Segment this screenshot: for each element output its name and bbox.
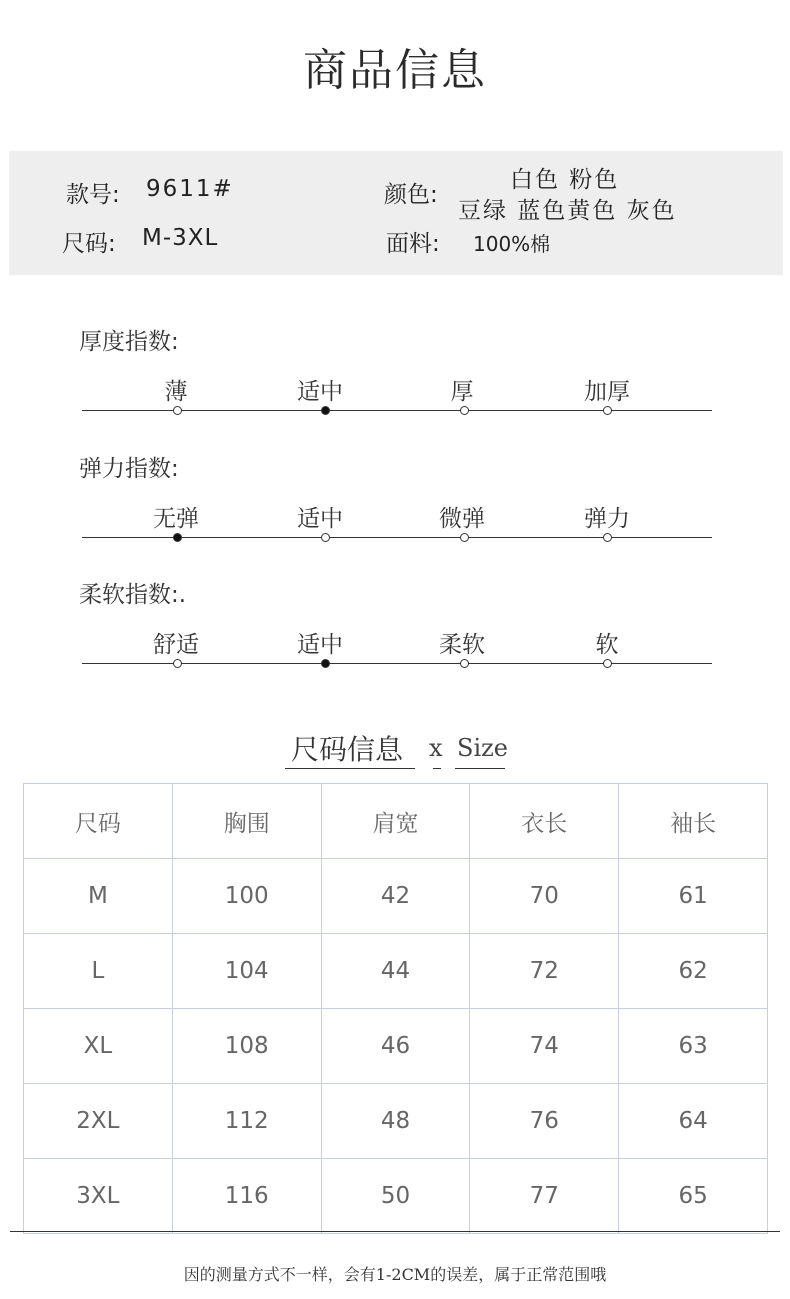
color-options-line1: 白色 粉色	[510, 167, 620, 193]
x-underline	[433, 768, 441, 769]
elasticity-option-label: 弹力	[584, 506, 630, 532]
table-cell: 104	[172, 934, 321, 1009]
table-row	[24, 859, 768, 934]
table-cell: 63	[619, 1009, 768, 1084]
table-cell: 76	[470, 1084, 619, 1159]
table-row	[24, 934, 768, 1009]
color-label: 颜色:	[384, 182, 438, 208]
softness-selected-dot	[321, 659, 330, 668]
table-cell: 46	[321, 1009, 470, 1084]
table-row	[24, 1159, 768, 1234]
size-range-label: 尺码:	[62, 231, 116, 257]
table-cell: 100	[172, 859, 321, 934]
elasticity-selected-dot	[173, 533, 182, 542]
thickness-option-label: 适中	[297, 379, 343, 405]
elasticity-dot	[460, 533, 469, 542]
table-cell: 61	[619, 859, 768, 934]
softness-option-label: 适中	[297, 632, 343, 658]
table-cell: 42	[321, 859, 470, 934]
header-length: 衣长	[470, 784, 619, 859]
table-cell: 70	[470, 859, 619, 934]
table-cell: 72	[470, 934, 619, 1009]
header-chest: 胸围	[172, 784, 321, 859]
thickness-option-label: 薄	[164, 379, 188, 405]
table-cell: L	[24, 934, 173, 1009]
measurement-note: 因的测量方式不一样，会有1-2CM的误差，属于正常范围哦	[183, 1265, 607, 1284]
table-row	[24, 1009, 768, 1084]
fabric-label: 面料:	[386, 231, 440, 257]
header-shoulder: 肩宽	[321, 784, 470, 859]
table-cell: M	[24, 859, 173, 934]
title-underline	[285, 768, 415, 769]
table-cell: 62	[619, 934, 768, 1009]
thickness-index-label: 厚度指数:	[79, 329, 179, 355]
table-cell: 3XL	[24, 1159, 173, 1234]
elasticity-option-label: 适中	[297, 506, 343, 532]
table-cell: 77	[470, 1159, 619, 1234]
table-cell: XL	[24, 1009, 173, 1084]
table-cell: 65	[619, 1159, 768, 1234]
elasticity-index-label: 弹力指数:	[79, 456, 179, 482]
table-cell: 48	[321, 1084, 470, 1159]
size-table	[23, 783, 768, 1234]
softness-option-label: 柔软	[439, 632, 485, 658]
thickness-dot	[603, 406, 612, 415]
size-table-header-row	[24, 784, 768, 859]
size-underline	[455, 768, 505, 769]
size-range-value: M-3XL	[142, 225, 219, 251]
elasticity-dot	[603, 533, 612, 542]
softness-dot	[603, 659, 612, 668]
color-options-line2: 豆绿 蓝色黄色 灰色	[458, 198, 677, 224]
table-cell: 116	[172, 1159, 321, 1234]
elasticity-option-label: 微弹	[439, 506, 485, 532]
table-cell: 50	[321, 1159, 470, 1234]
softness-option-label: 舒适	[153, 632, 199, 658]
table-cell: 44	[321, 934, 470, 1009]
elasticity-dot	[321, 533, 330, 542]
table-cell: 112	[172, 1084, 321, 1159]
table-row	[24, 1084, 768, 1159]
elasticity-option-label: 无弹	[153, 506, 199, 532]
thickness-selected-dot	[321, 406, 330, 415]
style-number-label: 款号:	[66, 182, 120, 208]
bottom-divider	[10, 1231, 780, 1232]
thickness-option-label: 加厚	[584, 379, 630, 405]
softness-dot	[460, 659, 469, 668]
header-sleeve: 袖长	[619, 784, 768, 859]
thickness-dot	[173, 406, 182, 415]
table-cell: 2XL	[24, 1084, 173, 1159]
softness-dot	[173, 659, 182, 668]
size-info-title: 尺码信息	[291, 733, 404, 766]
page-title: 商品信息	[303, 45, 487, 96]
thickness-dot	[460, 406, 469, 415]
size-info-size: Size	[457, 734, 508, 762]
thickness-option-label: 厚	[450, 379, 474, 405]
table-cell: 64	[619, 1084, 768, 1159]
fabric-value: 100%棉	[473, 232, 551, 256]
softness-option-label: 软	[595, 632, 619, 658]
table-cell: 108	[172, 1009, 321, 1084]
table-cell: 74	[470, 1009, 619, 1084]
size-info-x: x	[429, 734, 443, 762]
header-size: 尺码	[24, 784, 173, 859]
style-number-value: 9611#	[146, 176, 234, 202]
softness-index-label: 柔软指数:.	[79, 582, 187, 608]
